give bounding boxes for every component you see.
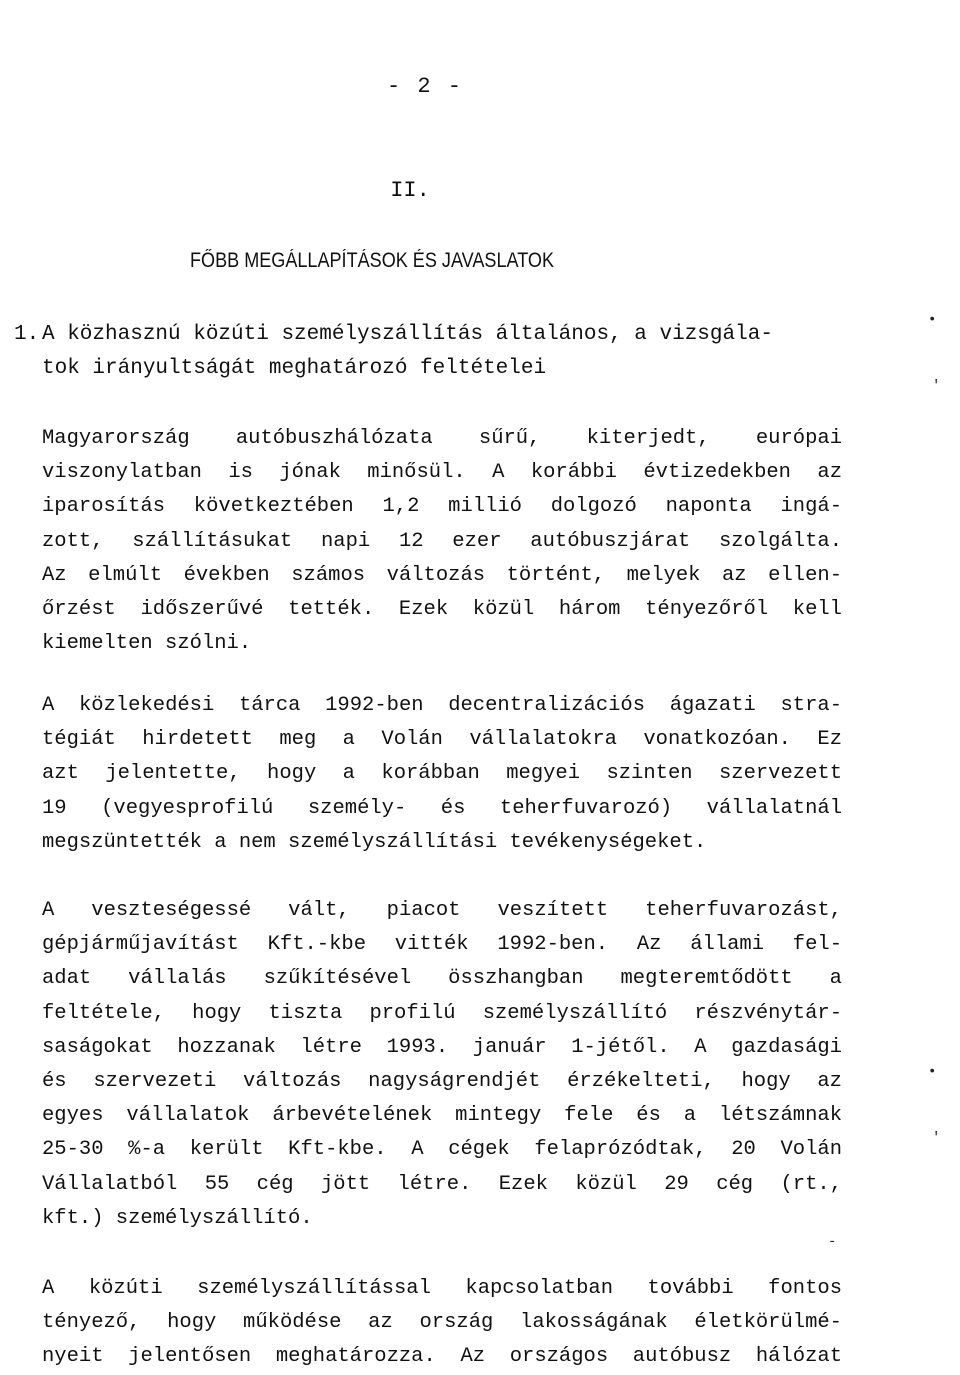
- section-heading: [14, 318, 844, 386]
- margin-tick-mark: ': [932, 378, 941, 394]
- margin-tick-mark: ': [932, 1130, 941, 1146]
- margin-dot-mark: •: [928, 312, 937, 328]
- section-number: 1.: [14, 323, 40, 346]
- paragraph-line: A közlekedési tárca 1992-ben decentralizációs ágazati stra-: [42, 694, 842, 717]
- paragraph-line: tényező, hogy működése az ország lakosságának életkörülmé-: [42, 1311, 842, 1335]
- section-heading-line-1: 1. A közhasznú közúti személyszállítás általános, a vizsgála-: [14, 318, 844, 352]
- paragraph-1: [42, 422, 842, 661]
- paragraph-line: Az elmúlt években számos változás történt, melyek az ellen-: [42, 563, 842, 587]
- chapter-title: FŐBB MEGÁLLAPÍTÁSOK ÉS JAVASLATOK: [190, 249, 555, 272]
- paragraph-line: 25-30 %-a került Kft-kbe. A cégek felaprózódtak, 20 Volán: [42, 1138, 842, 1162]
- paragraph-line: kiemelten szólni.: [42, 632, 252, 656]
- paragraph-line: azt jelentette, hogy a korábban megyei szinten szervezett: [42, 762, 842, 786]
- paragraph-line: iparosítás következtében 1,2 millió dolgozó naponta ingá-: [42, 495, 842, 519]
- paragraph-line: 19 (vegyesprofilú személy- és teherfuvarozó) vállalatnál: [42, 796, 842, 820]
- paragraph-line: adat vállalás szűkítésével összhangban megteremtődött a: [42, 967, 842, 991]
- margin-dot-mark: •: [928, 1064, 937, 1080]
- paragraph-line: A közúti személyszállítással kapcsolatban további fontos: [42, 1277, 842, 1300]
- paragraph-line: Vállalatból 55 cég jött létre. Ezek közül 29 cég (rt.,: [42, 1172, 842, 1196]
- paragraph-line: zott, szállításukat napi 12 ezer autóbuszjárat szolgálta.: [42, 529, 842, 553]
- paragraph-line: kft.) személyszállító.: [42, 1206, 313, 1230]
- page-number: - 2 -: [386, 74, 463, 99]
- paragraph-line: Magyarország autóbuszhálózata sűrű, kiterjedt, európai: [42, 427, 842, 450]
- paragraph-line: viszonylatban is jónak minősül. A korábbi évtizedekben az: [42, 461, 842, 485]
- paragraph-line: és szervezeti változás nagyságrendjét érzékelteti, hogy az: [42, 1070, 842, 1094]
- paragraph-line: feltétele, hogy tiszta profilú személyszállító részvénytár-: [42, 1001, 842, 1025]
- paragraph-2: [42, 689, 842, 860]
- paragraph-line: gépjárműjavítást Kft.-kbe vitték 1992-ben. Az állami fel-: [42, 933, 842, 957]
- paragraph-line: tégiát hirdetett meg a Volán vállalatokra vonatkozóan. Ez: [42, 728, 842, 752]
- paragraph-4: [42, 1272, 842, 1375]
- paragraph-line: megszüntették a nem személyszállítási tevékenységeket.: [42, 830, 707, 854]
- paragraph-line: A veszteségessé vált, piacot veszített teherfuvarozást,: [42, 899, 842, 922]
- margin-dash-mark: -: [828, 1234, 837, 1250]
- paragraph-3: [42, 894, 842, 1236]
- paragraph-line: saságokat hozzanak létre 1993. január 1-jétől. A gazdasági: [42, 1035, 842, 1059]
- paragraph-line: őrzést időszerűvé tették. Ezek közül három tényezőről kell: [42, 598, 842, 622]
- paragraph-line: nyeit jelentősen meghatározza. Az országos autóbusz hálózat: [42, 1345, 842, 1369]
- paragraph-line: egyes vállalatok árbevételének mintegy fele és a létszámnak: [42, 1104, 842, 1128]
- section-heading-line-2: tok irányultságát meghatározó feltételei: [42, 357, 547, 380]
- chapter-number: II.: [390, 178, 430, 203]
